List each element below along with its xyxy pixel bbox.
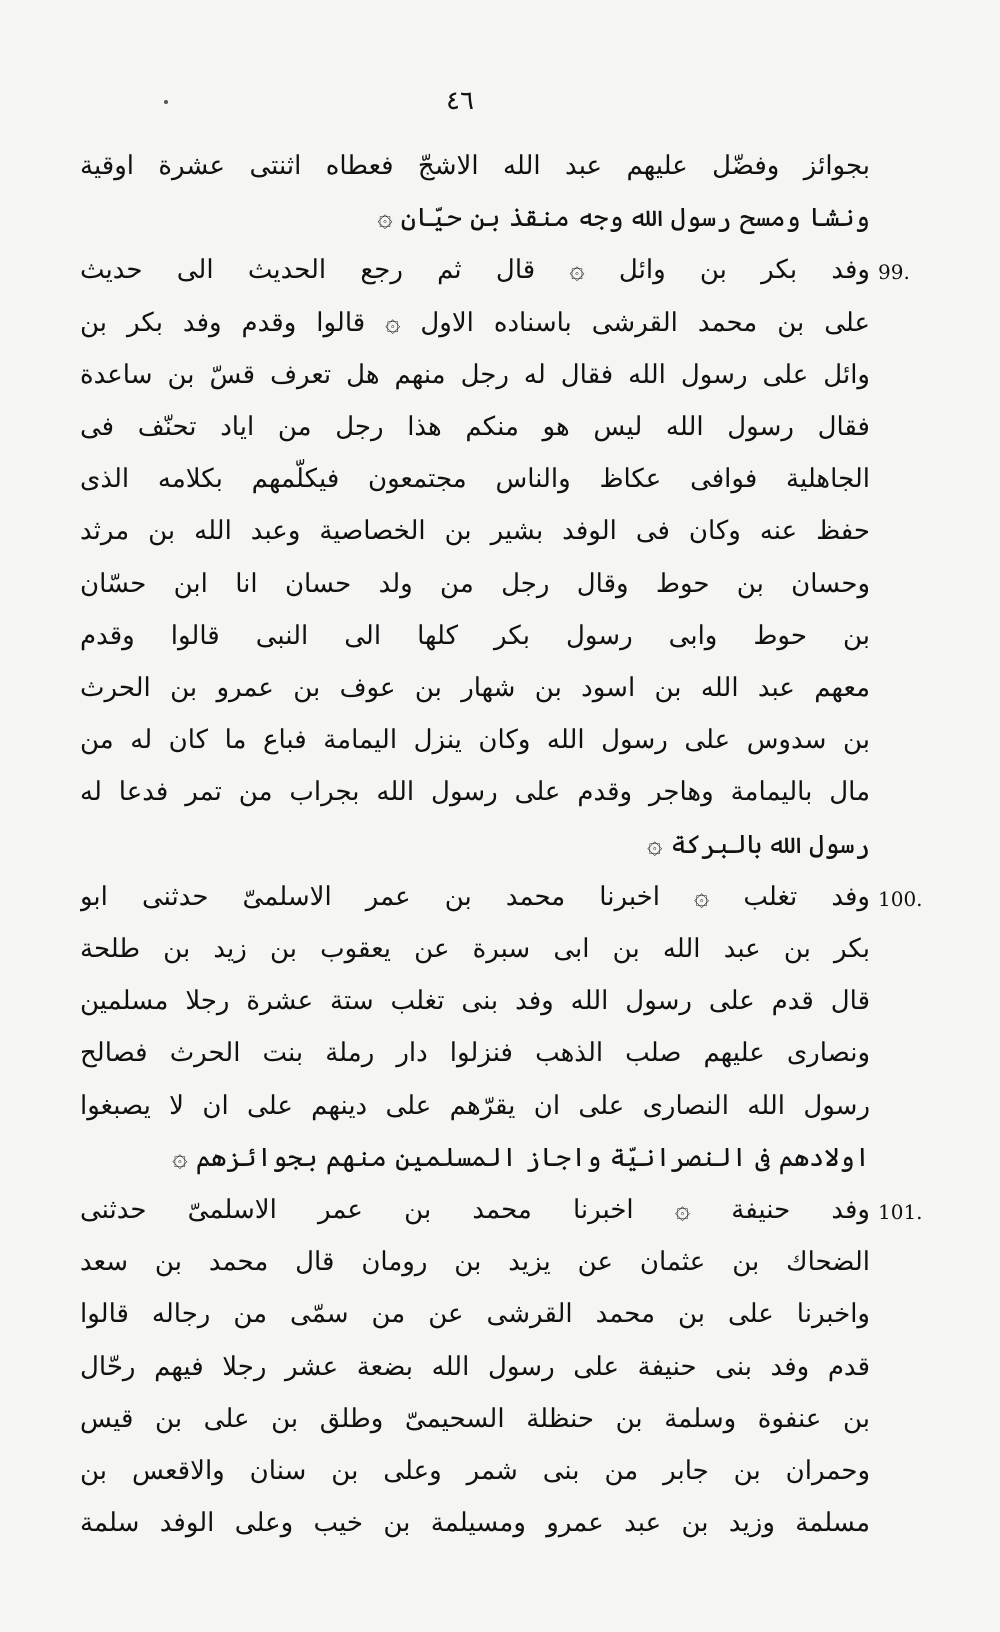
text-line: بكر بن عبد الله بن ابى سبرة عن يعقوب بن زيد بن طلحة xyxy=(80,934,870,964)
text-line: رسول الله بالبركة ۞ xyxy=(647,830,870,860)
text-line: مال باليمامة وهاجر وقدم على رسول الله بجراب من تمر فدعا له xyxy=(80,777,870,807)
text-line: معهم عبد الله بن اسود بن شهار بن عوف بن عمرو بن الحرث xyxy=(80,673,870,703)
page-number: ٤٦ xyxy=(446,86,474,116)
text-line: بن حوط وابى رسول بكر كلها الى النبى قالوا وقدم xyxy=(80,621,870,651)
text-line: ونشا ومسح رسول الله وجه منقذ بن حيّان ۞ xyxy=(377,203,870,233)
text-line: وفد تغلب ۞ اخبرنا محمد بن عمر الاسلمىّ حدثنى ابو xyxy=(80,882,870,912)
text-line: حفظ عنه وكان فى الوفد بشير بن الخصاصية وعبد الله بن مرثد xyxy=(80,516,870,546)
entry-number: 99. xyxy=(878,260,910,284)
text-line: على بن محمد القرشى باسناده الاول ۞ قالوا وقدم وفد بكر بن xyxy=(80,308,870,338)
text-line: مسلمة وزيد بن عبد عمرو ومسيلمة بن خيب وعلى الوفد سلمة xyxy=(80,1508,870,1538)
entry-number: 100. xyxy=(878,887,923,911)
text-line: واخبرنا على بن محمد القرشى عن من سمّى من رجاله قالوا xyxy=(80,1299,870,1329)
text-line: فقال رسول الله ليس هو منكم هذا رجل من اياد تحنّف فى xyxy=(80,412,870,442)
text-line: وحمران بن جابر من بنى شمر وعلى بن سنان والاقعس بن xyxy=(80,1456,870,1486)
text-line: وحسان بن حوط وقال رجل من ولد حسان انا ابن حسّان xyxy=(80,569,870,599)
text-line: الجاهلية فوافى عكاظ والناس مجتمعون فيكلّمهم بكلامه الذى xyxy=(80,464,870,494)
text-line: بجوائز وفضّل عليهم عبد الله الاشجّ فعطاه اثنتى عشرة اوقية xyxy=(80,151,870,181)
text-line: بن سدوس على رسول الله وكان ينزل اليمامة فباع ما كان له من xyxy=(80,725,870,755)
text-line: قدم وفد بنى حنيفة على رسول الله بضعة عشر رجلا فيهم رحّال xyxy=(80,1352,870,1382)
text-line: قال قدم على رسول الله وفد بنى تغلب ستة عشرة رجلا مسلمين xyxy=(80,986,870,1016)
text-line: رسول الله النصارى على ان يقرّهم على دينهم على ان لا يصبغوا xyxy=(80,1091,870,1121)
entry-number: 101. xyxy=(878,1200,923,1224)
text-line: وفد بكر بن وائل ۞ قال ثم رجع الحديث الى حديث xyxy=(80,255,870,285)
text-line: الضحاك بن عثمان عن يزيد بن رومان قال محمد بن سعد xyxy=(80,1247,870,1277)
text-line: وائل على رسول الله فقال له رجل منهم هل تعرف قسّ بن ساعدة xyxy=(80,360,870,390)
text-line: بن عنفوة وسلمة بن حنظلة السحيمىّ وطلق بن على بن قيس xyxy=(80,1404,870,1434)
text-line: وفد حنيفة ۞ اخبرنا محمد بن عمر الاسلمىّ حدثنى xyxy=(80,1195,870,1225)
text-line: اولادهم فى النصرانيّة واجاز المسلمين منهم بجوائزهم ۞ xyxy=(172,1143,870,1173)
text-line: ونصارى عليهم صلب الذهب فنزلوا دار رملة بنت الحرث فصالح xyxy=(80,1038,870,1068)
